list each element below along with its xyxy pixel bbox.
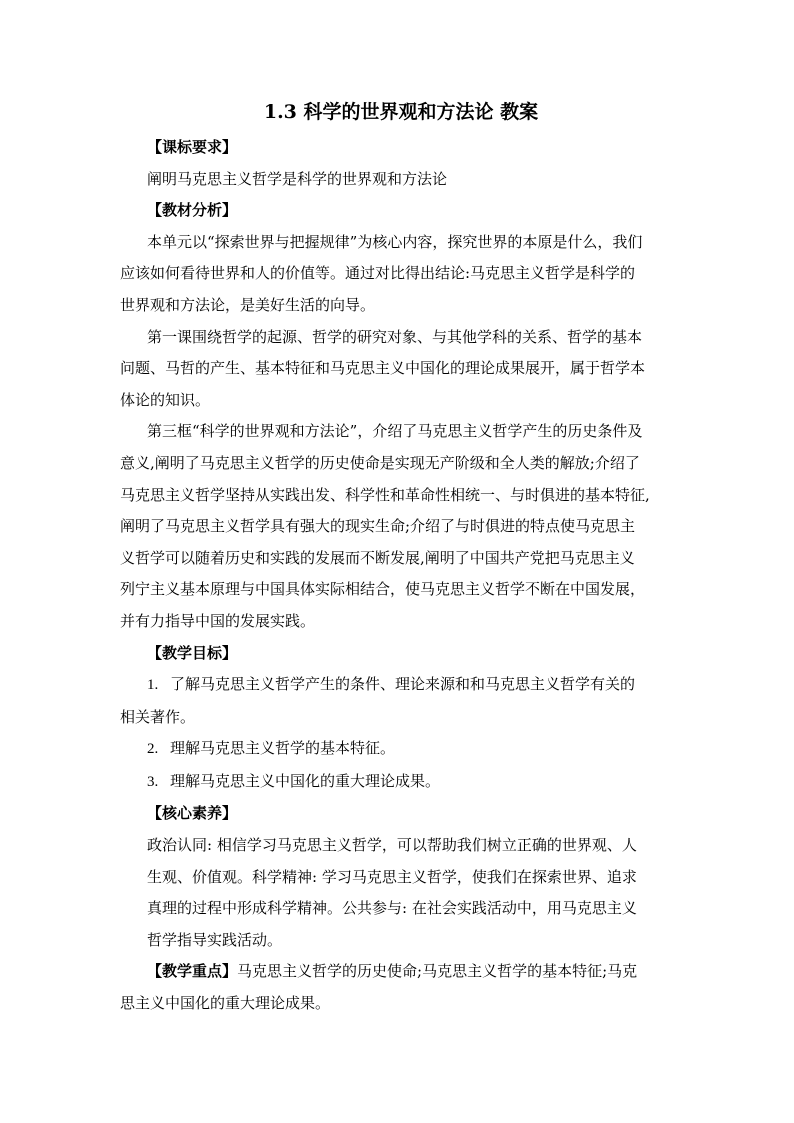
analysis-paragraph-2 xyxy=(120,322,676,417)
keypoints-line-continued: 思主义中国化的重大理论成果。 xyxy=(120,994,331,1013)
literacy-paragraph xyxy=(120,830,676,956)
text-line: 体论的知识。 xyxy=(120,390,211,409)
objective-item-1 xyxy=(120,669,676,733)
section-heading-curriculum: 【课标要求】 xyxy=(147,138,238,156)
objective-line-continued: 相关著作。 xyxy=(120,707,196,726)
objective-line xyxy=(120,733,676,766)
document-page xyxy=(120,96,676,1020)
analysis-paragraph-1 xyxy=(120,227,676,322)
text-line: 列宁主义基本原理与中国具体实际相结合，使马克思主义哲学不断在中国发展， xyxy=(120,580,646,599)
text-line: 真理的过程中形成科学精神。公共参与: 在社会实践活动中，用马克思主义 xyxy=(147,899,637,918)
keypoints-text: 马克思主义哲学的历史使命;马克思主义哲学的基本特征;马克 xyxy=(237,962,638,981)
curriculum-text: 阐明马克思主义哲学是科学的世界观和方法论 xyxy=(147,169,448,188)
objective-text: 了解马克思主义哲学产生的条件、理论来源和和马克思主义哲学有关的 xyxy=(170,675,636,694)
text-line: 第一课围绕哲学的起源、哲学的研究对象、与其他学科的关系、哲学的基本 xyxy=(147,327,643,346)
objective-line xyxy=(120,766,676,799)
text-line: 意义,阐明了马克思主义哲学的历史使命是实现无产阶级和全人类的解放;介绍了 xyxy=(120,453,640,472)
objective-text: 理解马克思主义中国化的重大理论成果。 xyxy=(170,771,441,790)
text-line: 政治认同: 相信学习马克思主义哲学，可以帮助我们树立正确的世界观、人 xyxy=(147,836,637,855)
text-line: 生观、价值观。科学精神: 学习马克思主义哲学，使我们在探索世界、追求 xyxy=(147,867,637,886)
section-heading-analysis: 【教材分析】 xyxy=(147,201,238,220)
document-title: 1.3 科学的世界观和方法论 教案 xyxy=(263,101,539,123)
text-line: 义哲学可以随着历史和实践的发展而不断发展,阐明了中国共产党把马克思主义 xyxy=(120,548,635,567)
list-number: 1. xyxy=(147,677,159,694)
list-number: 2. xyxy=(147,741,159,758)
text-line: 并有力指导中国的发展实践。 xyxy=(120,611,316,630)
text-line: 马克思主义哲学坚持从实践出发、科学性和革命性相统一、与时俱进的基本特征, xyxy=(120,485,650,504)
section-heading-objectives: 【教学目标】 xyxy=(147,643,238,662)
list-number: 3. xyxy=(147,773,159,790)
text-line: 阐明了马克思主义哲学具有强大的现实生命;介绍了与时俱进的特点使马克思主 xyxy=(120,517,636,536)
objective-item-2 xyxy=(120,733,676,766)
section-heading-keypoints: 【教学重点】 xyxy=(147,962,238,981)
text-line: 本单元以“探索世界与把握规律”为核心内容，探究世界的本原是什么，我们 xyxy=(147,232,643,251)
text-line: 第三框“科学的世界观和方法论”，介绍了马克思主义哲学产生的历史条件及 xyxy=(147,422,643,441)
keypoints-paragraph xyxy=(120,956,676,1019)
objective-line xyxy=(120,669,676,702)
objective-item-3 xyxy=(120,766,676,799)
text-line: 哲学指导实践活动。 xyxy=(147,930,283,949)
section-heading-literacy: 【核心素养】 xyxy=(147,804,238,823)
text-line: 问题、马哲的产生、基本特征和马克思主义中国化的理论成果展开，属于哲学本 xyxy=(120,359,646,378)
text-line: 世界观和方法论，是美好生活的向导。 xyxy=(120,295,376,314)
keypoints-line xyxy=(120,956,676,988)
text-line: 应该如何看待世界和人的价值等。通过对比得出结论:马克思主义哲学是科学的 xyxy=(120,264,636,283)
analysis-paragraph-3 xyxy=(120,416,676,637)
objective-text: 理解马克思主义哲学的基本特征。 xyxy=(170,739,396,758)
